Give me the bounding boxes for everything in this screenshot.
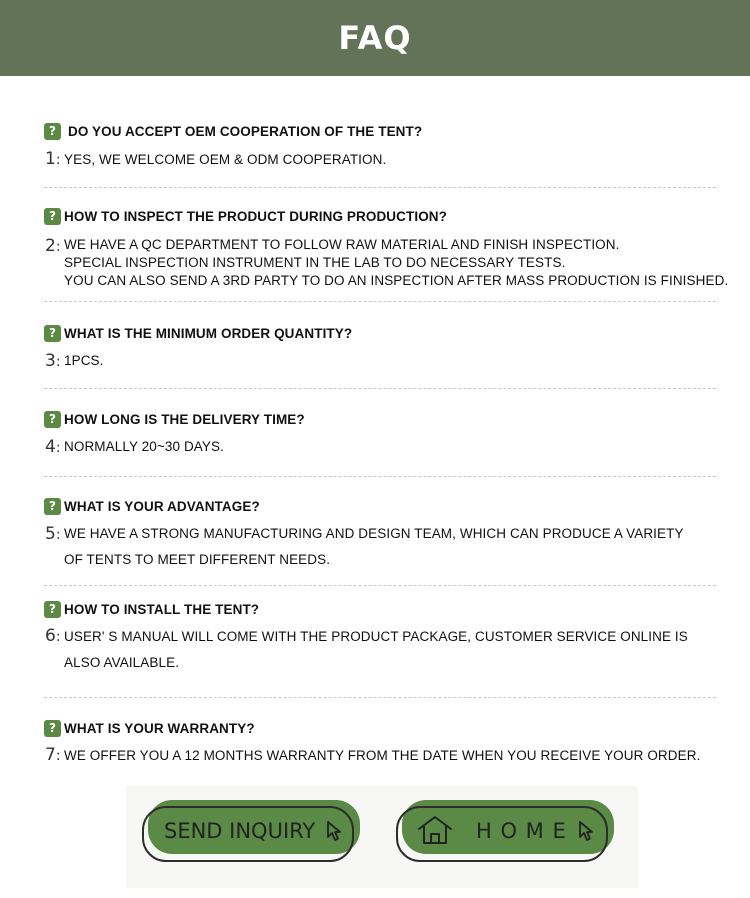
- question-text: HOW TO INSPECT THE PRODUCT DURING PRODUCTION?: [64, 208, 448, 224]
- answer-number: 3:: [45, 351, 61, 371]
- divider: [44, 388, 716, 389]
- question-text: WHAT IS YOUR WARRANTY?: [64, 720, 255, 736]
- question-mark-icon: ?: [44, 325, 61, 342]
- faq-question: [44, 600, 259, 618]
- question-text: HOW TO INSTALL THE TENT?: [64, 601, 260, 617]
- faq-header: [0, 0, 750, 76]
- answer-number: 4:: [45, 437, 61, 457]
- question-mark-icon: ?: [44, 411, 61, 428]
- answer-text: ALSO AVAILABLE.: [64, 655, 180, 670]
- question-mark-icon: ?: [44, 601, 61, 618]
- question-mark-icon: ?: [44, 498, 61, 515]
- question-mark-icon: ?: [44, 720, 61, 737]
- answer-text: SPECIAL INSPECTION INSTRUMENT IN THE LAB TO DO NECESSARY TESTS.: [64, 255, 566, 270]
- answer-text: YOU CAN ALSO SEND A 3RD PARTY TO DO AN INSPECTION AFTER MASS PRODUCTION IS FINISHED.: [64, 273, 729, 288]
- question-mark-icon: ?: [44, 208, 61, 225]
- divider: [44, 476, 716, 477]
- question-text: WHAT IS YOUR ADVANTAGE?: [64, 498, 260, 514]
- answer-text: NORMALLY 20~30 DAYS.: [64, 439, 224, 454]
- divider: [44, 585, 716, 586]
- answer-number: 5:: [45, 524, 61, 544]
- answer-number: 2:: [45, 236, 61, 256]
- answer-text: USER' S MANUAL WILL COME WITH THE PRODUCT PACKAGE, CUSTOMER SERVICE ONLINE IS: [64, 629, 688, 644]
- faq-question: [44, 410, 305, 428]
- answer-number: 1:: [45, 149, 61, 169]
- home-button[interactable]: [396, 800, 614, 858]
- action-buttons: [126, 786, 638, 888]
- divider: [44, 187, 716, 188]
- pointer-cursor-icon: [326, 820, 342, 842]
- faq-question: [44, 497, 260, 515]
- house-icon: [416, 814, 454, 846]
- faq-question: [44, 719, 255, 737]
- divider: [44, 697, 716, 698]
- answer-number: 7:: [45, 745, 61, 765]
- send-inquiry-label: SEND INQUIRY: [164, 819, 316, 843]
- answer-text: OF TENTS TO MEET DIFFERENT NEEDS.: [64, 552, 331, 567]
- faq-question: [44, 207, 447, 225]
- answer-text: YES, WE WELCOME OEM & ODM COOPERATION.: [64, 152, 387, 167]
- answer-number: 6:: [45, 626, 61, 646]
- answer-text: 1PCS.: [64, 353, 104, 368]
- faq-question: [44, 324, 352, 342]
- pointer-cursor-icon: [578, 820, 594, 842]
- question-text: WHAT IS THE MINIMUM ORDER QUANTITY?: [64, 325, 353, 341]
- question-text: HOW LONG IS THE DELIVERY TIME?: [64, 411, 305, 427]
- faq-question: [44, 122, 422, 140]
- answer-text: WE HAVE A STRONG MANUFACTURING AND DESIGN TEAM, WHICH CAN PRODUCE A VARIETY: [64, 526, 684, 541]
- send-inquiry-button[interactable]: [142, 800, 360, 858]
- divider: [44, 301, 716, 302]
- home-label: H O M E: [476, 819, 567, 843]
- answer-text: WE OFFER YOU A 12 MONTHS WARRANTY FROM THE DATE WHEN YOU RECEIVE YOUR ORDER.: [64, 748, 701, 763]
- answer-text: WE HAVE A QC DEPARTMENT TO FOLLOW RAW MATERIAL AND FINISH INSPECTION.: [64, 237, 620, 252]
- page-title: FAQ: [338, 19, 412, 57]
- question-mark-icon: ?: [44, 123, 61, 140]
- question-text: DO YOU ACCEPT OEM COOPERATION OF THE TENT?: [68, 123, 423, 139]
